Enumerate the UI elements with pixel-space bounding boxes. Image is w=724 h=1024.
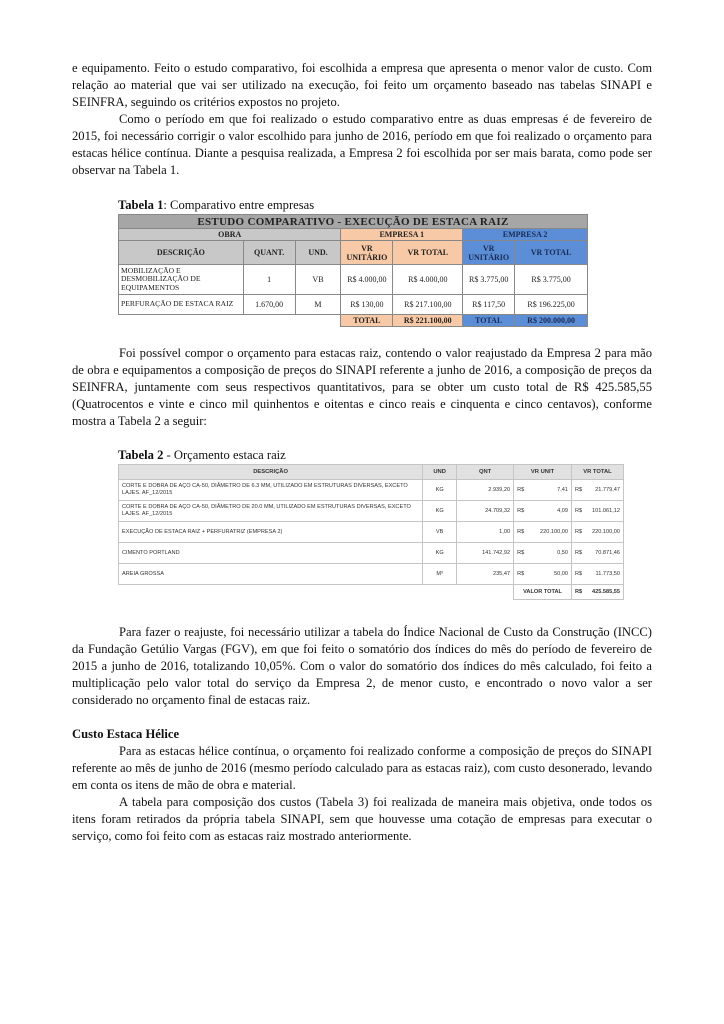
total-value-e2: R$ 200.000,00 bbox=[515, 315, 588, 327]
cell-vr-unit bbox=[514, 480, 572, 501]
table-2-caption-text: - Orçamento estaca raiz bbox=[163, 448, 286, 462]
table-row bbox=[119, 564, 624, 585]
cell-vr-total bbox=[572, 480, 624, 501]
header-und: UND. bbox=[295, 241, 341, 265]
currency-label: R$ bbox=[517, 508, 525, 514]
header-descricao: DESCRIÇÃO bbox=[119, 241, 244, 265]
currency-label: R$ bbox=[517, 529, 525, 535]
header-vr-unitario-e2: VR UNITÁRIO bbox=[463, 241, 515, 265]
header-vr-total-e2: VR TOTAL bbox=[515, 241, 588, 265]
cell-vr-total-e2: R$ 196.225,00 bbox=[515, 295, 588, 315]
unit-value: 0,50 bbox=[557, 550, 568, 556]
cell-quant: 1.670,00 bbox=[243, 295, 295, 315]
table-row bbox=[119, 522, 624, 543]
total-row bbox=[119, 585, 624, 600]
cell-descricao: AREIA GROSSA bbox=[119, 564, 423, 585]
total-value-e1: R$ 221.100,00 bbox=[393, 315, 463, 327]
table-row bbox=[119, 295, 588, 315]
table-row bbox=[119, 265, 588, 295]
total-value: 21.779,47 bbox=[595, 487, 620, 493]
header-vr-total-e1: VR TOTAL bbox=[393, 241, 463, 265]
section-heading: Custo Estaca Hélice bbox=[72, 727, 180, 741]
total-label-e2: TOTAL bbox=[463, 315, 515, 327]
cell-vr-unit-e1: R$ 4.000,00 bbox=[341, 265, 393, 295]
cell-qnt: 235,47 bbox=[457, 564, 514, 585]
header-quant: QUANT. bbox=[243, 241, 295, 265]
cell-und: KG bbox=[423, 480, 457, 501]
cell-vr-unit bbox=[514, 522, 572, 543]
currency-label: R$ bbox=[575, 550, 583, 556]
cell-vr-total bbox=[572, 501, 624, 522]
table-1-caption bbox=[118, 197, 652, 214]
comparison-table bbox=[118, 214, 588, 327]
paragraph-6: A tabela para composição dos custos (Tabela 3) foi realizada de maneira mais objetiva, onde todos os itens foram retirados da própria tabela SINAPI, sem que houvesse uma cotação de empresas para executar o serviço, como foi feito com as estacas raiz mostrado anteriormente. bbox=[72, 795, 652, 843]
cell-vr-total-e1: R$ 4.000,00 bbox=[393, 265, 463, 295]
total-row bbox=[119, 315, 588, 327]
cell-descricao: CORTE E DOBRA DE AÇO CA-50, DIÂMETRO DE 6.3 MM, UTILIZADO EM ESTRUTURAS DIVERSAS, EXCETO LAJES. AF_12/2015 bbox=[119, 480, 423, 501]
table-row bbox=[119, 543, 624, 564]
cell-vr-total-e1: R$ 217.100,00 bbox=[393, 295, 463, 315]
table-1-caption-label: Tabela 1 bbox=[118, 198, 164, 212]
cell-descricao: CORTE E DOBRA DE AÇO CA-50, DIÂMETRO DE 20.0 MM, UTILIZADO EM ESTRUTURAS DIVERSAS, EXCETO LAJES. AF_12/2015 bbox=[119, 501, 423, 522]
cell-vr-unit-e2: R$ 3.775,00 bbox=[463, 265, 515, 295]
currency-label: R$ bbox=[517, 571, 525, 577]
currency-label: R$ bbox=[575, 508, 583, 514]
header-vr-total: VR TOTAL bbox=[572, 465, 624, 480]
cell-quant: 1 bbox=[243, 265, 295, 295]
cell-grand-total bbox=[572, 585, 624, 600]
cell-descricao: PERFURAÇÃO DE ESTACA RAIZ bbox=[119, 295, 244, 315]
unit-value: 7,41 bbox=[557, 487, 568, 493]
budget-table bbox=[118, 464, 624, 600]
cell-vr-total bbox=[572, 543, 624, 564]
cell-vr-unit-e2: R$ 117,50 bbox=[463, 295, 515, 315]
total-label: VALOR TOTAL bbox=[514, 585, 572, 600]
cell-vr-unit-e1: R$ 130,00 bbox=[341, 295, 393, 315]
total-value: 220.100,00 bbox=[592, 529, 620, 535]
header-qnt: QNT bbox=[457, 465, 514, 480]
header-descricao: DESCRIÇÃO bbox=[119, 465, 423, 480]
cell-und: M³ bbox=[423, 564, 457, 585]
group-empresa-2: EMPRESA 2 bbox=[463, 229, 588, 241]
table-1-caption-text: : Comparativo entre empresas bbox=[163, 198, 315, 212]
cell-qnt: 1,00 bbox=[457, 522, 514, 543]
cell-descricao: CIMENTO PORTLAND bbox=[119, 543, 423, 564]
header-vr-unitario-e1: VR UNITÁRIO bbox=[341, 241, 393, 265]
paragraph-2: Como o período em que foi realizado o estudo comparativo entre as duas empresas é de fevereiro de 2015, foi necessário corrigir o valor escolhido para junho de 2016, período em que foi realizado o orçamento para estacas hélice contínua. Diante a pesquisa realizada, a Empresa 2 foi escolhida por ser mais barata, como pode ser observar na Tabela 1. bbox=[72, 112, 652, 177]
table-2-caption-label: Tabela 2 bbox=[118, 448, 164, 462]
paragraph-3: Foi possível compor o orçamento para estacas raiz, contendo o valor reajustado da Empresa 2 para mão de obra e equipamentos a composição de preços do SINAPI referente a junho de 2016, a composição de preços da SEINFRA, juntamente com seus respectivos quantitativos, para se obter um custo total de R$ 425.585,55 (Quatrocentos e vinte e cinco mil quinhentos e oitentas e cinco reais e cinquenta e cinco centavos), conforme mostra a Tabela 2 a seguir: bbox=[72, 346, 652, 428]
cell-descricao: EXECUÇÃO DE ESTACA RAIZ + PERFURATRIZ (EMPRESA 2) bbox=[119, 522, 423, 543]
total-value: 70.871,46 bbox=[595, 550, 620, 556]
total-value: 11.773,50 bbox=[595, 571, 620, 577]
paragraph-5: Para as estacas hélice contínua, o orçamento foi realizado conforme a composição de preços do SINAPI referente ao mês de junho de 2016 (mesmo período calculado para as estacas raiz), com custo desonerado, levando em conta os itens de mão de obra e material. bbox=[72, 744, 652, 792]
cell-und: KG bbox=[423, 543, 457, 564]
cell-vr-total-e2: R$ 3.775,00 bbox=[515, 265, 588, 295]
cell-vr-total bbox=[572, 522, 624, 543]
currency-label: R$ bbox=[575, 589, 583, 595]
grand-total-value: 425.585,55 bbox=[592, 589, 620, 595]
cell-descricao: MOBILIZAÇÃO E DESMOBILIZAÇÃO DE EQUIPAMENTOS bbox=[119, 265, 244, 295]
paragraph-4: Para fazer o reajuste, foi necessário utilizar a tabela do Índice Nacional de Custo da Construção (INCC) da Fundação Getúlio Vargas (FGV), em que foi feito o somatório dos índices do mês do período de fevereiro de 2015 a junho de 2016, totalizando 10,05%. Com o valor do somatório dos índices do mês calculado, foi feito a multiplicação pelo valor total do serviço da Empresa 2, de menor custo, e encontrado o novo valor a ser considerado no orçamento final de estacas raiz. bbox=[72, 625, 652, 707]
table-2-caption bbox=[118, 447, 652, 464]
table-row bbox=[119, 480, 624, 501]
paragraph-1: e equipamento. Feito o estudo comparativo, foi escolhida a empresa que apresenta o menor valor de custo. Com relação ao material que vai ser utilizado na execução, foi feito um orçamento baseado nas tabelas SINAPI e SEINFRA, seguindo os critérios expostos no projeto. bbox=[72, 61, 652, 109]
cell-und: VB bbox=[423, 522, 457, 543]
group-empresa-1: EMPRESA 1 bbox=[341, 229, 463, 241]
cell-und: VB bbox=[295, 265, 341, 295]
cell-und: M bbox=[295, 295, 341, 315]
cell-und: KG bbox=[423, 501, 457, 522]
currency-label: R$ bbox=[517, 550, 525, 556]
unit-value: 4,09 bbox=[557, 508, 568, 514]
cell-vr-unit bbox=[514, 501, 572, 522]
currency-label: R$ bbox=[517, 487, 525, 493]
total-value: 101.061,12 bbox=[592, 508, 620, 514]
document-page bbox=[72, 60, 652, 845]
currency-label: R$ bbox=[575, 529, 583, 535]
group-obra: OBRA bbox=[119, 229, 341, 241]
cell-qnt: 141.742,92 bbox=[457, 543, 514, 564]
total-label-e1: TOTAL bbox=[341, 315, 393, 327]
header-vr-unit: VR UNIT bbox=[514, 465, 572, 480]
currency-label: R$ bbox=[575, 571, 583, 577]
cell-qnt: 2.939,20 bbox=[457, 480, 514, 501]
cell-qnt: 24.709,32 bbox=[457, 501, 514, 522]
table-row bbox=[119, 501, 624, 522]
cell-vr-unit bbox=[514, 543, 572, 564]
currency-label: R$ bbox=[575, 487, 583, 493]
cell-vr-unit bbox=[514, 564, 572, 585]
unit-value: 220.100,00 bbox=[540, 529, 568, 535]
cell-vr-total bbox=[572, 564, 624, 585]
unit-value: 50,00 bbox=[554, 571, 568, 577]
table-1-title: ESTUDO COMPARATIVO - EXECUÇÃO DE ESTACA RAIZ bbox=[119, 215, 588, 229]
header-und: UND bbox=[423, 465, 457, 480]
